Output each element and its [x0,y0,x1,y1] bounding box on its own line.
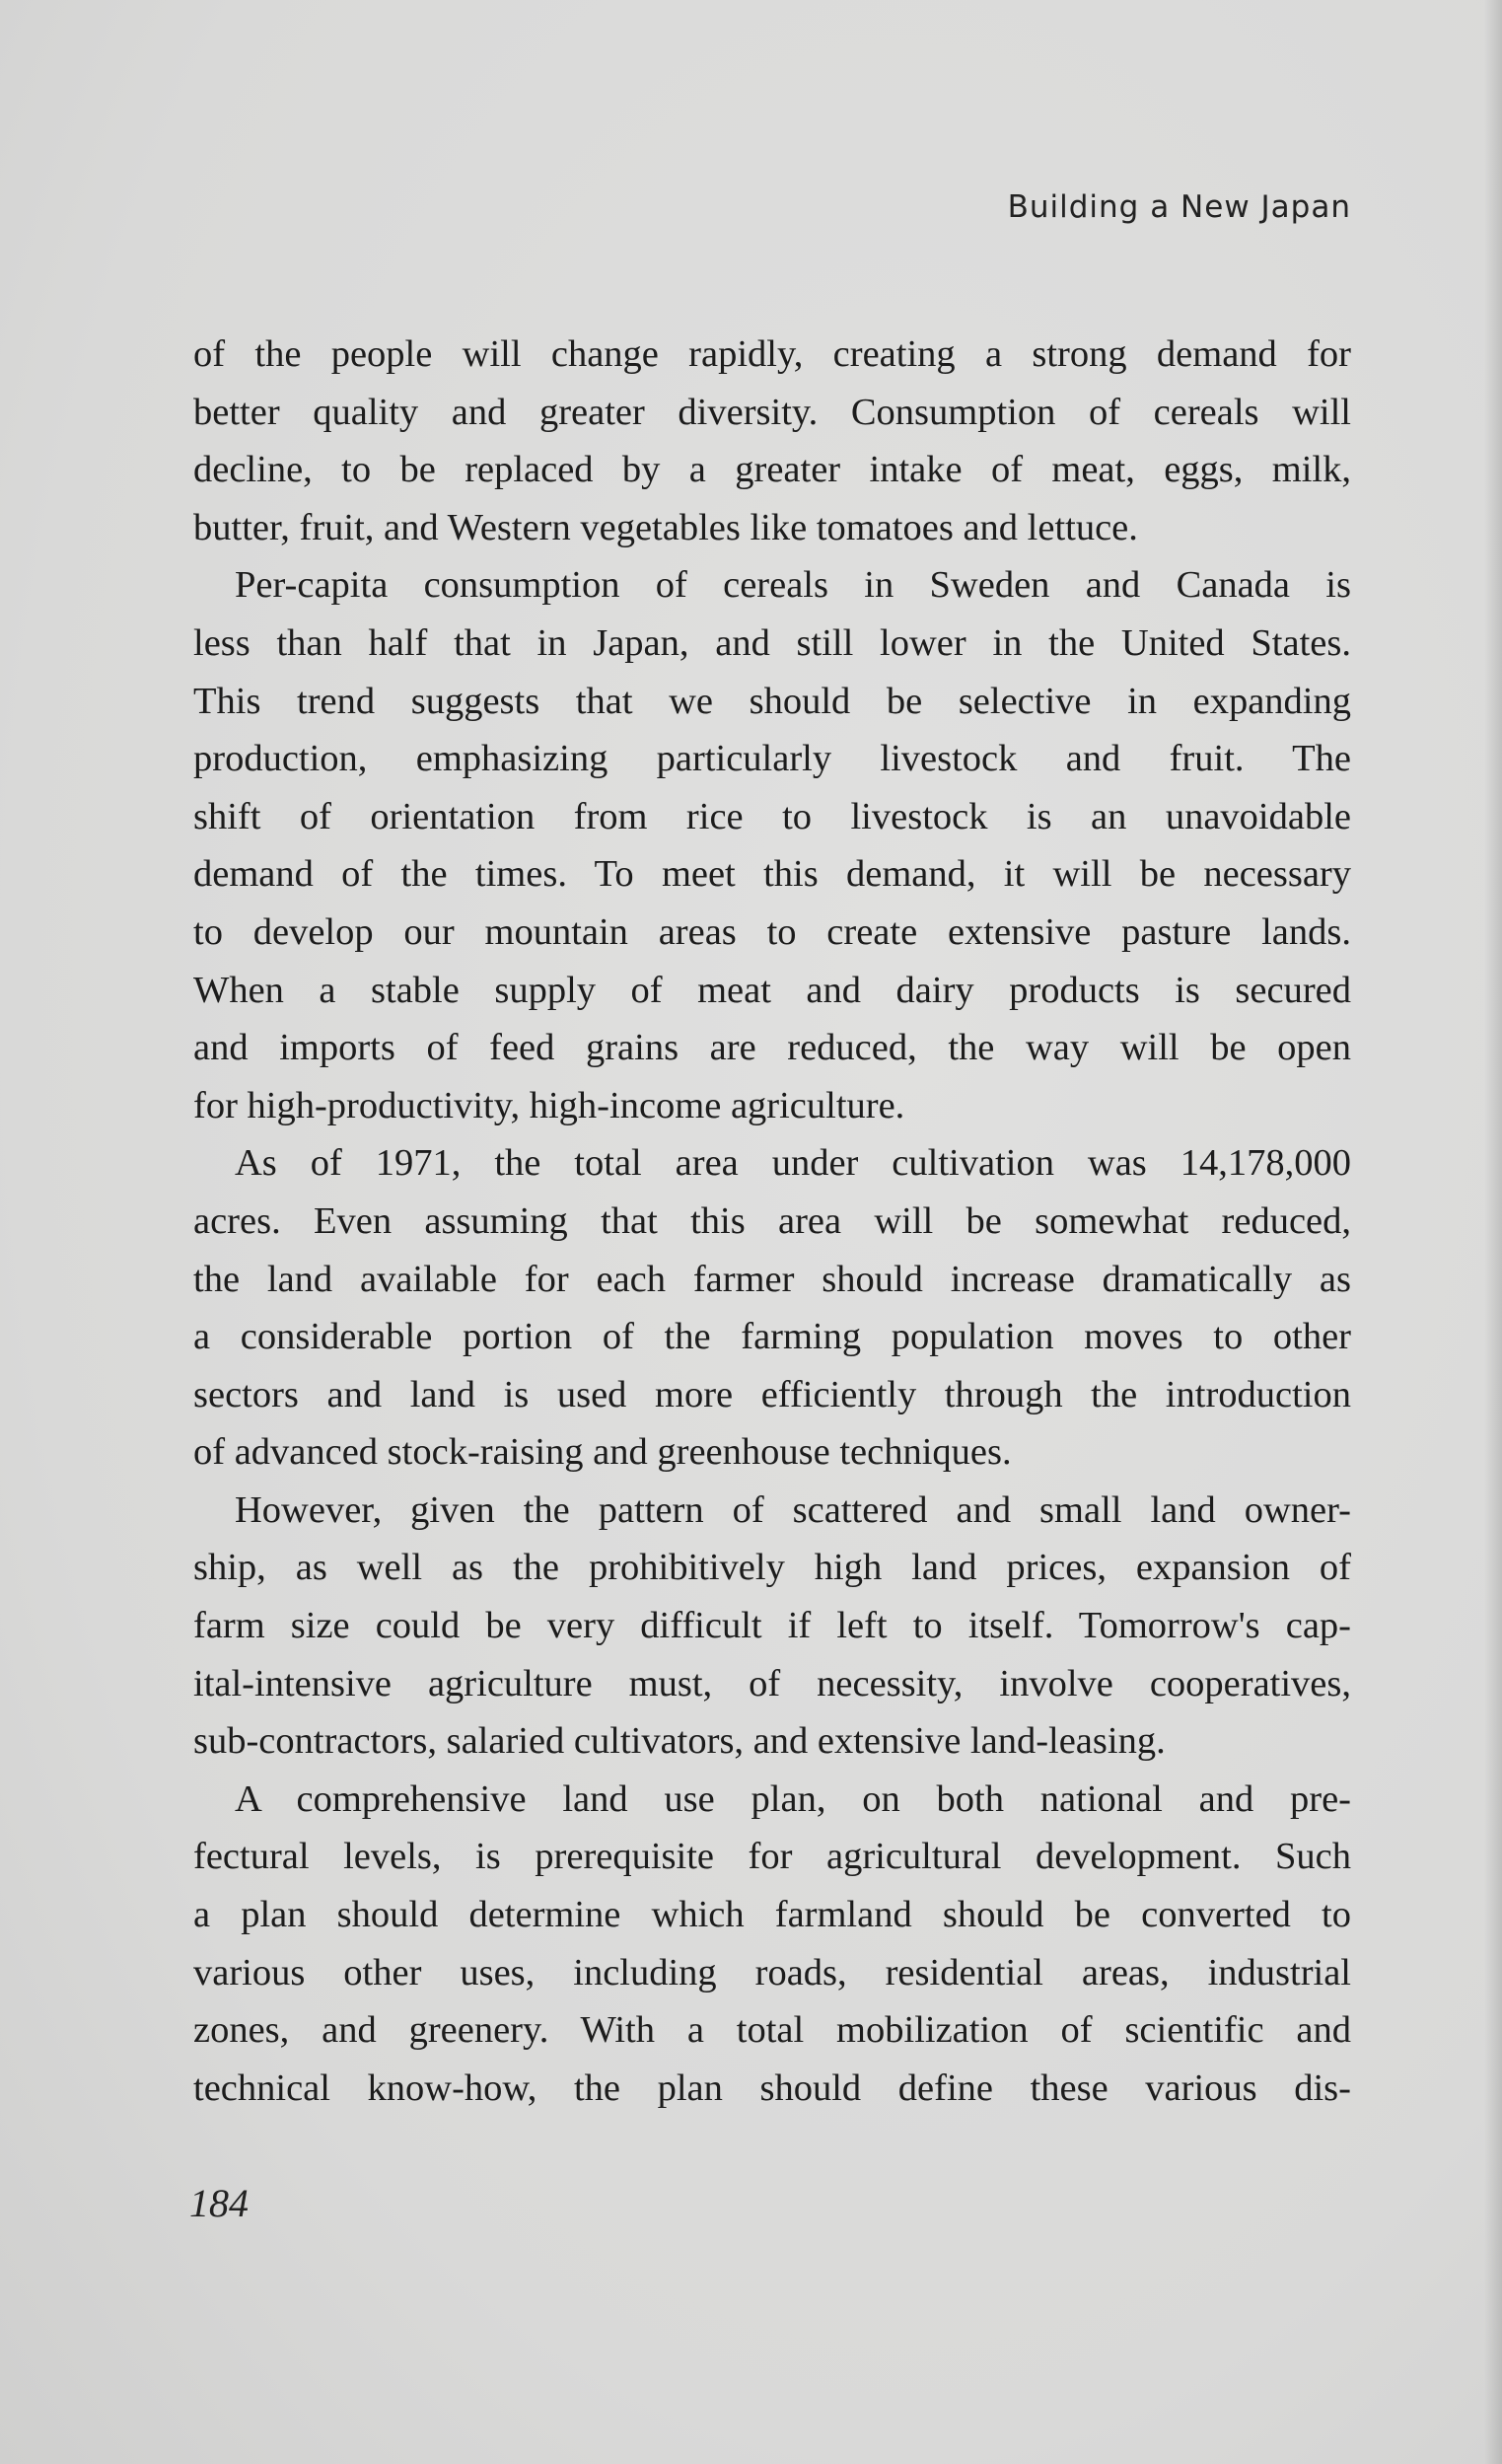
body-text [193,326,1351,2117]
running-head: Building a New Japan [1007,189,1351,225]
text-line: butter, fruit, and Western vegetables like tomatoes and lettuce. [193,506,1138,548]
text-line: and imports of feed grains are reduced, the way will be open [193,1027,1351,1069]
text-line: fectural levels, is prerequisite for agricultural development. Such [193,1836,1351,1878]
text-line: less than half that in Japan, and still lower in the United States. [193,621,1351,664]
page-edge-shadow [1484,0,1502,2464]
text-line: As of 1971, the total area under cultivation was 14,178,000 [235,1142,1351,1185]
text-line: various other uses, including roads, residential areas, industrial [193,1951,1351,1993]
text-line: ital-intensive agriculture must, of necessity, involve cooperatives, [193,1662,1351,1704]
text-line: a plan should determine which farmland should be converted to [193,1894,1351,1936]
text-line: technical know-how, the plan should define these various dis- [193,2066,1351,2109]
page-number: 184 [189,2181,249,2225]
text-line: production, emphasizing particularly livestock and fruit. The [193,738,1351,780]
text-line: of the people will change rapidly, creating a strong demand for [193,333,1351,375]
text-line: decline, to be replaced by a greater intake of meat, eggs, milk, [193,449,1351,491]
text-line: to develop our mountain areas to create extensive pasture lands. [193,910,1351,953]
text-line: A comprehensive land use plan, on both national and pre- [235,1777,1351,1820]
text-line: demand of the times. To meet this demand, it will be necessary [193,853,1351,896]
text-line: better quality and greater diversity. Consumption of cereals will [193,391,1351,433]
text-line: sub-contractors, salaried cultivators, and extensive land-leasing. [193,1720,1166,1763]
text-line: for high-productivity, high-income agriculture. [193,1084,905,1126]
text-line: acres. Even assuming that this area will be somewhat reduced, [193,1199,1351,1242]
text-line: shift of orientation from rice to livestock is an unavoidable [193,795,1351,837]
text-line: Per-capita consumption of cereals in Sweden and Canada is [235,564,1351,607]
text-line: zones, and greenery. With a total mobilization of scientific and [193,2009,1351,2052]
text-line: farm size could be very difficult if left to itself. Tomorrow's cap- [193,1605,1351,1647]
text-line: the land available for each farmer should increase dramatically as [193,1258,1351,1300]
text-line: of advanced stock-raising and greenhouse techniques. [193,1431,1012,1474]
text-line: sectors and land is used more efficiently through the introduction [193,1373,1351,1415]
text-line: ship, as well as the prohibitively high land prices, expansion of [193,1547,1351,1589]
text-line: a considerable portion of the farming population moves to other [193,1316,1351,1358]
text-line: This trend suggests that we should be selective in expanding [193,680,1351,722]
text-line: When a stable supply of meat and dairy products is secured [193,969,1351,1011]
text-line: However, given the pattern of scattered and small land owner- [235,1488,1351,1531]
